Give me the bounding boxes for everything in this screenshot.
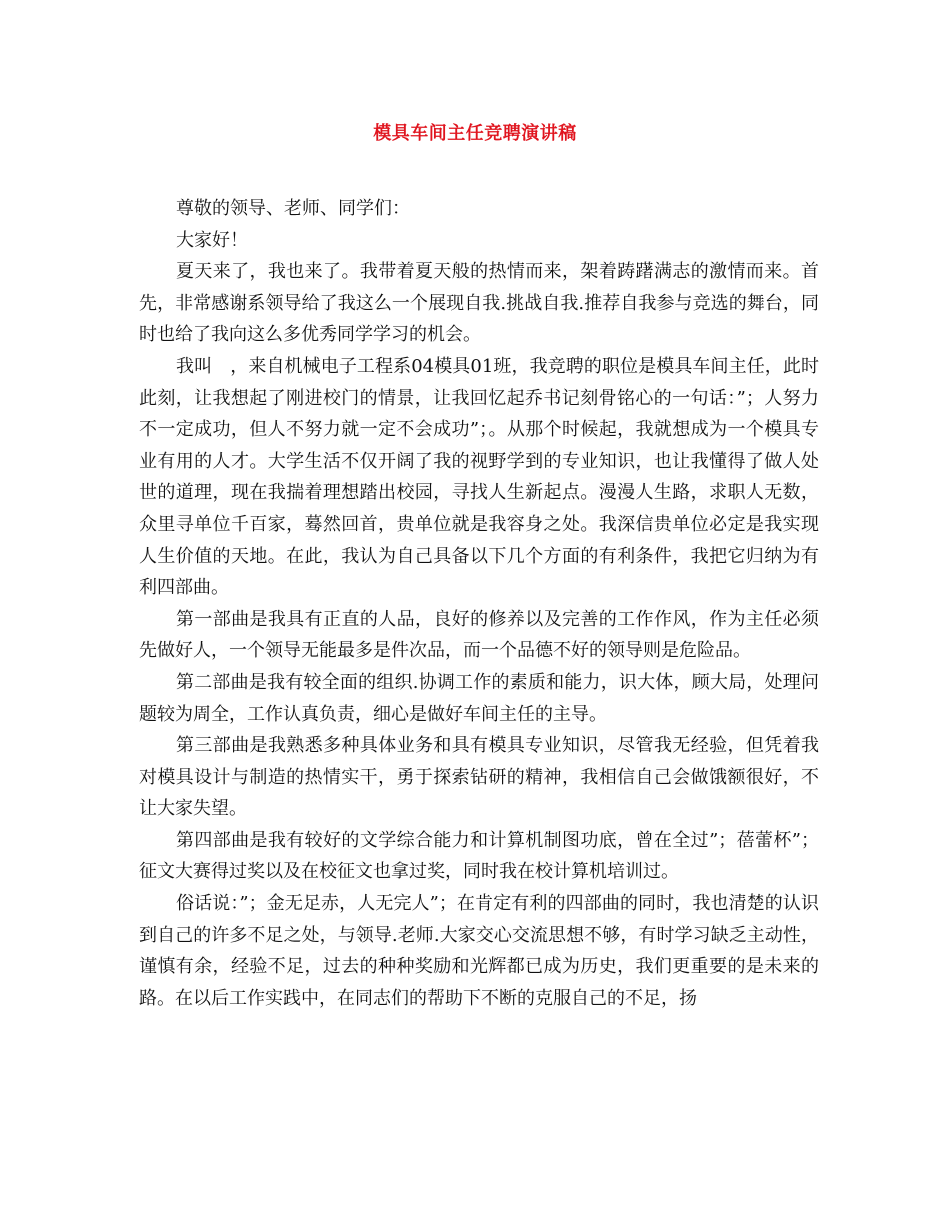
body-paragraph: 俗话说：”；金无足赤，人无完人”；在肯定有利的四部曲的同时，我也清楚的认识到自己的许多不足之处，与领导.老师.大家交心交流思想不够，有时学习缺乏主动性，谨慎有余，经验不足，过去的种种奖励和光辉都已成为历史，我们更重要的是未来的路。在以后工作实践中，在同志们的帮助下不断的克服自己的不足，扬 <box>139 893 819 1009</box>
body-paragraph: 第四部曲是我有较好的文学综合能力和计算机制图功底，曾在全过”；蓓蕾杯”；征文大赛得过奖以及在校征文也拿过奖，同时我在校计算机培训过。 <box>139 829 819 883</box>
document-body <box>139 193 819 1014</box>
body-paragraph: 第三部曲是我熟悉多种具体业务和具有模具专业知识，尽管我无经验，但凭着我对模具设计与制造的热情实干，勇于探索钻研的精神，我相信自己会做饿额很好，不让大家失望。 <box>139 735 819 820</box>
salutation-paragraph: 尊敬的领导、老师、同学们： <box>176 198 410 219</box>
body-paragraph: 第二部曲是我有较全面的组织.协调工作的素质和能力，识大体，顾大局，处理问题较为周全，工作认真负责，细心是做好车间主任的主导。 <box>139 671 819 725</box>
greeting-paragraph: 大家好！ <box>176 229 248 251</box>
document-title: 模具车间主任竞聘演讲稿 <box>373 123 577 144</box>
body-paragraph: 我叫 ，来自机械电子工程系04模具01班，我竞聘的职位是模具车间主任，此时此刻，让我想起了刚进校门的情景，让我回忆起乔书记刻骨铭心的一句话：”；人努力不一定成功，但人不努力就一定不会成功”；。从那个时候起，我就想成为一个模具专业有用的人才。大学生活不仅开阔了我的视野学到的专业知识，也让我懂得了做人处世的道理，现在我揣着理想踏出校园，寻找人生新起点。漫漫人生路，求职人无数，众里寻单位千百家，蓦然回首，贵单位就是我容身之处。我深信贵单位必定是我实现人生价值的天地。在此，我认为自己具备以下几个方面的有利条件，我把它归纳为有利四部曲。 <box>139 355 819 599</box>
body-paragraph: 夏天来了，我也来了。我带着夏天般的热情而来，架着踌躇满志的激情而来。首先，非常感谢系领导给了我这么一个展现自我.挑战自我.推荐自我参与竞选的舞台，同时也给了我向这么多优秀同学学习的机会。 <box>139 261 819 346</box>
body-paragraph: 第一部曲是我具有正直的人品，良好的修养以及完善的工作作风，作为主任必须先做好人，一个领导无能最多是件次品，而一个品德不好的领导则是危险品。 <box>139 608 819 662</box>
